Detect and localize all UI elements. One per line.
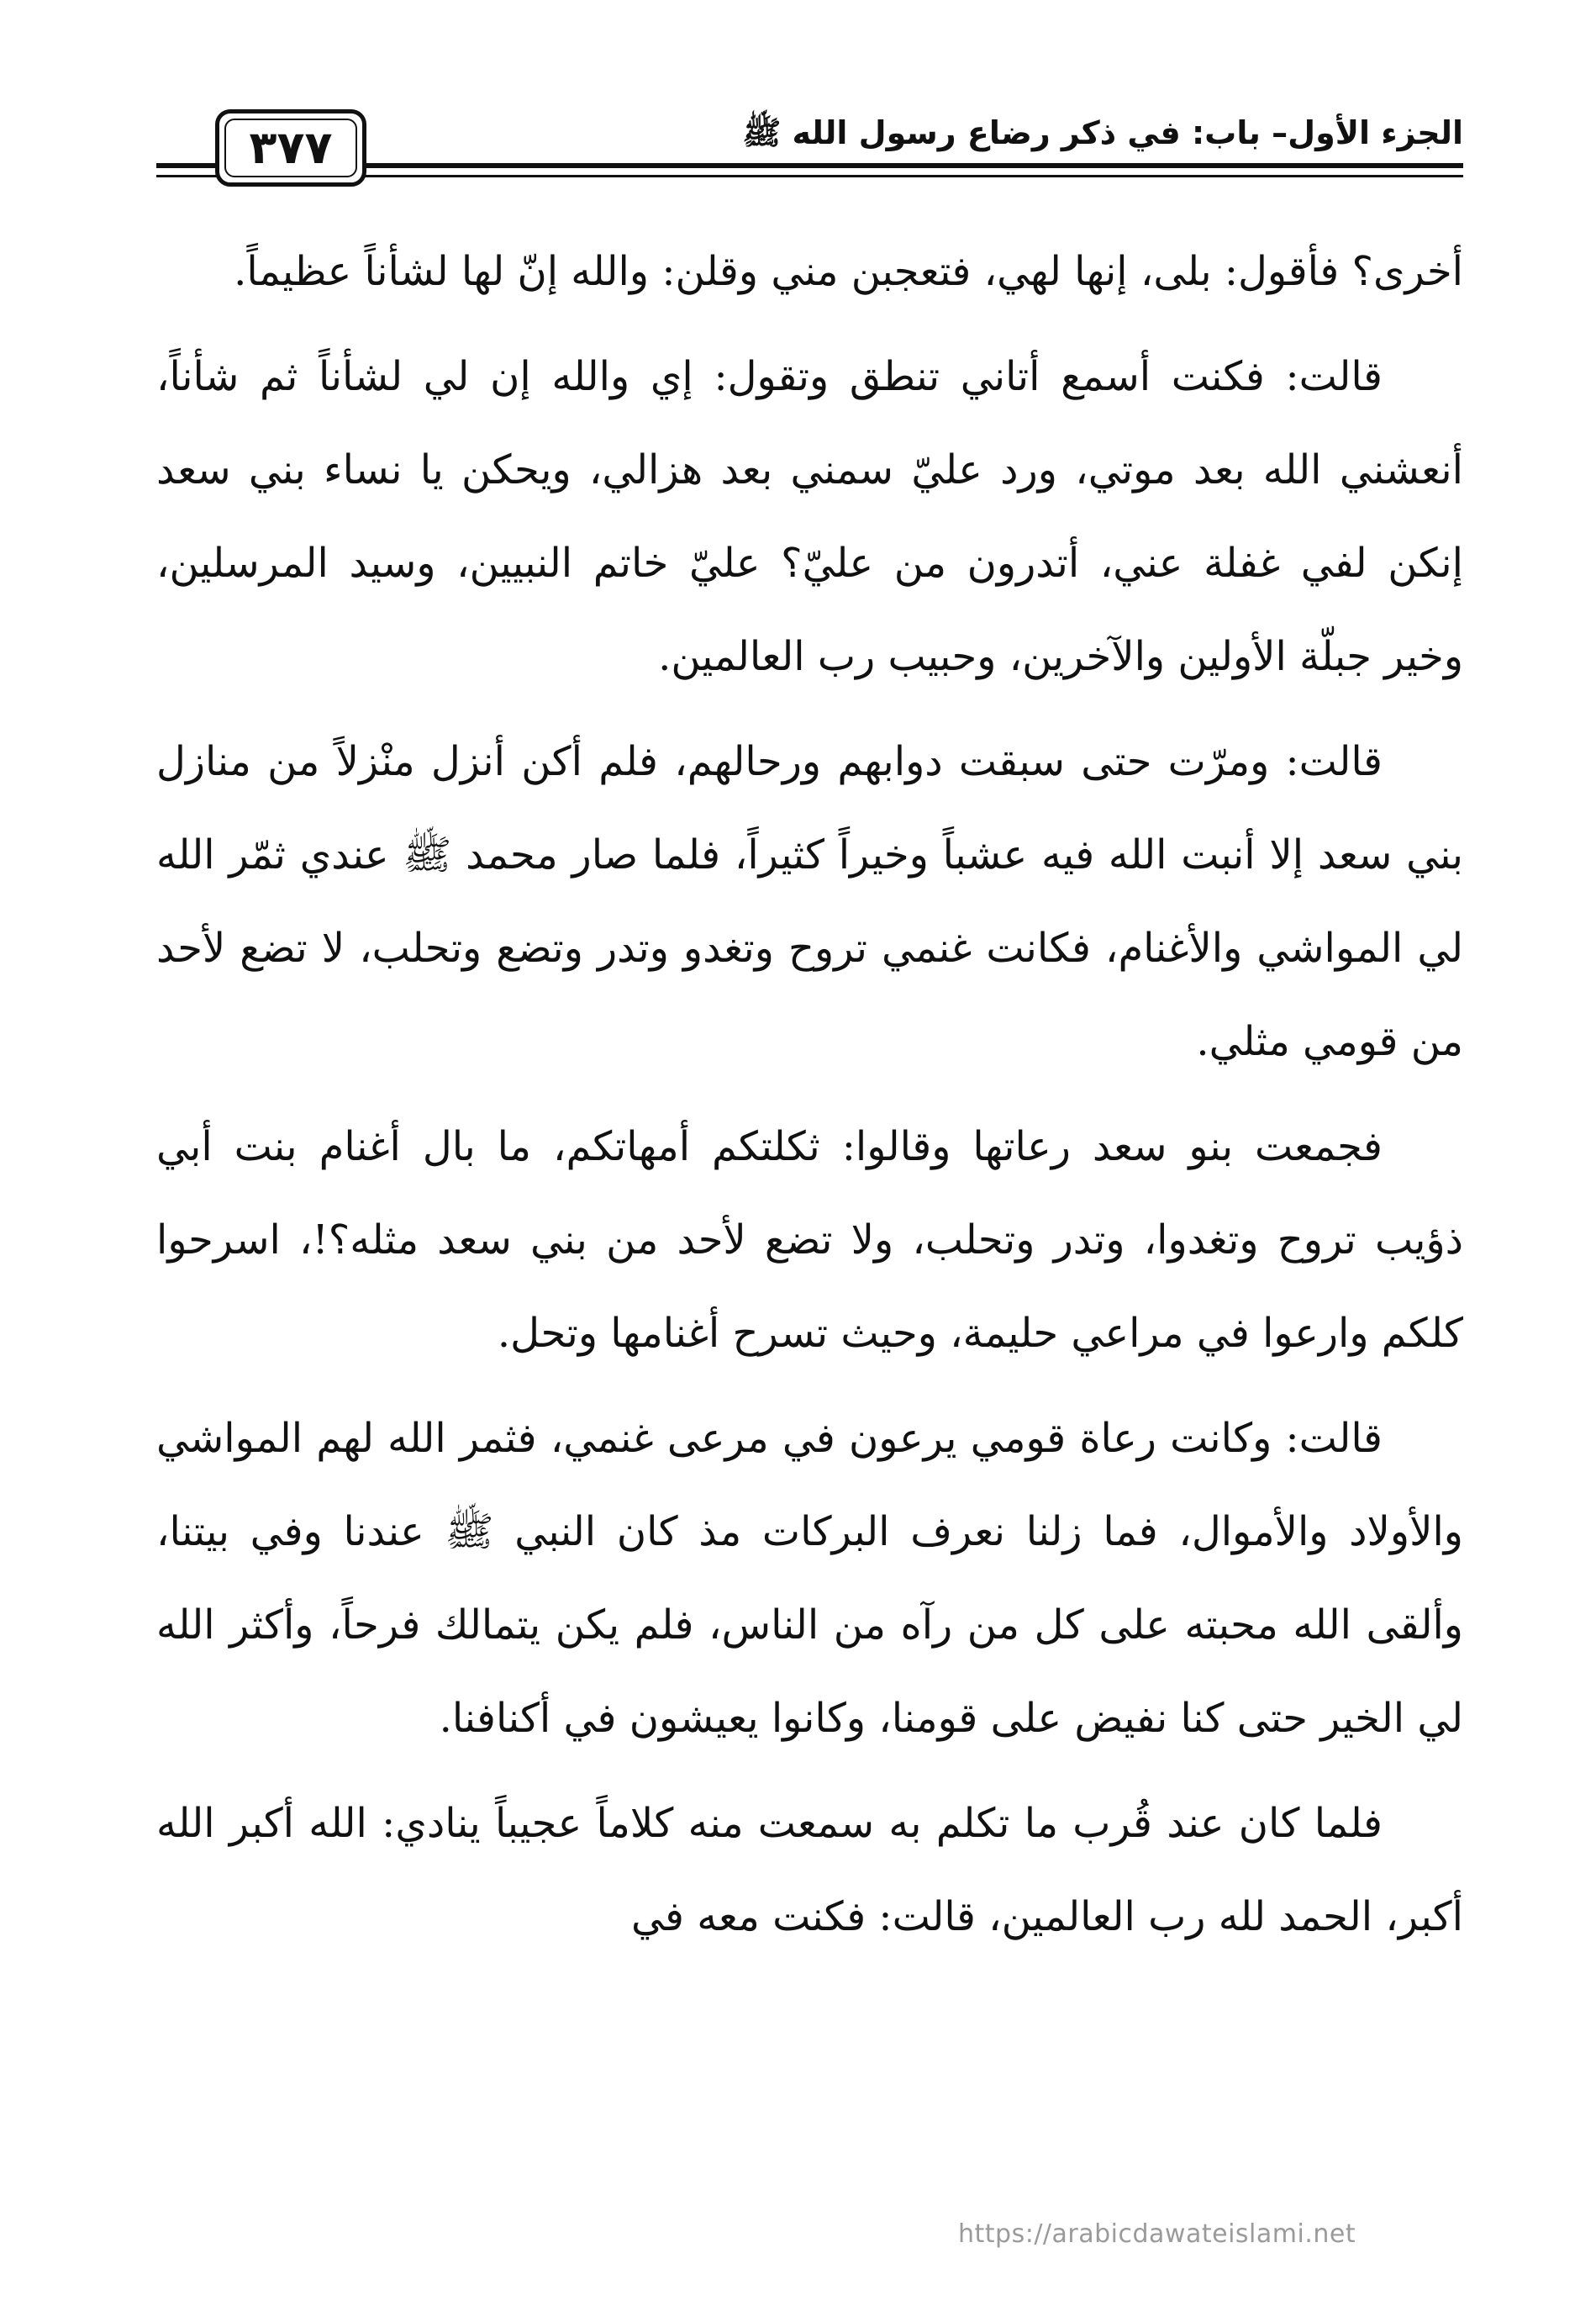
paragraph: قالت: وكانت رعاة قومي يرعون في مرعى غنمي، فثمر الله لهم المواشي والأولاد والأموال، فما زلنا نعرف البركات مذ كان النبي ﷺ عندنا وفي بيتنا، وألقى الله محبته على كل من رآه من الناس، فلم يكن يتمالك فرحاً، وأكثر الله لي الخير حتى كنا نفيض على قومنا، وكانوا يعيشون في أكنافنا. (156, 1415, 1463, 1742)
paragraph: قالت: فكنت أسمع أتاني تنطق وتقول: إي والله إن لي لشأناً ثم شأناً، أنعشني الله بعد موتي، ورد عليّ سمني بعد هزالي، ويحكن يا نساء بني سعد إنكن لفي غفلة عني، أتدرون من عليّ؟ عليّ خاتم النبيين، وسيد المرسلين، وخير جبلّة الأولين والآخرين، وحبيب رب العالمين. (156, 353, 1463, 680)
watermark-url: https://arabicdawateislami.net (958, 2219, 1356, 2249)
paragraph: قالت: ومرّت حتى سبقت دوابهم ورحالهم، فلم أكن أنزل منْزلاً من منازل بني سعد إلا أنبت الله فيه عشباً وخيراً كثيراً، فلما صار محمد ﷺ عندي ثمّر الله لي المواشي والأغنام، فكانت غنمي تروح وتغدو وتدر وتضع وتحلب، لا تضع لأحد من قومي مثلي. (156, 738, 1464, 1065)
paragraph: فجمعت بنو سعد رعاتها وقالوا: ثكلتكم أمهاتكم، ما بال أغنام بنت أبي ذؤيب تروح وتغدوا، وتدر وتحلب، ولا تضع لأحد من بني سعد مثله؟!، اسرحوا كلكم وارعوا في مراعي حليمة، وحيث تسرح أغنامها وتحل. (156, 1123, 1463, 1357)
running-header-title: الجزء الأول– باب: في ذكر رضاع رسول الله ﷺ (742, 114, 1463, 151)
page-header (156, 109, 1463, 193)
page-number: ٣٧٧ (249, 121, 333, 174)
paragraph: فلما كان عند قُرب ما تكلم به سمعت منه كلاماً عجيباً ينادي: الله أكبر الله أكبر، الحمد لله رب العالمين، قالت: فكنت معه في (156, 1800, 1463, 1940)
page-body (156, 225, 1463, 1976)
paragraph: أخرى؟ فأقول: بلى، إنها لهي، فتعجبن مني وقلن: والله إنّ لها لشأناً عظيماً. (234, 248, 1463, 295)
page-number-frame (215, 109, 366, 187)
